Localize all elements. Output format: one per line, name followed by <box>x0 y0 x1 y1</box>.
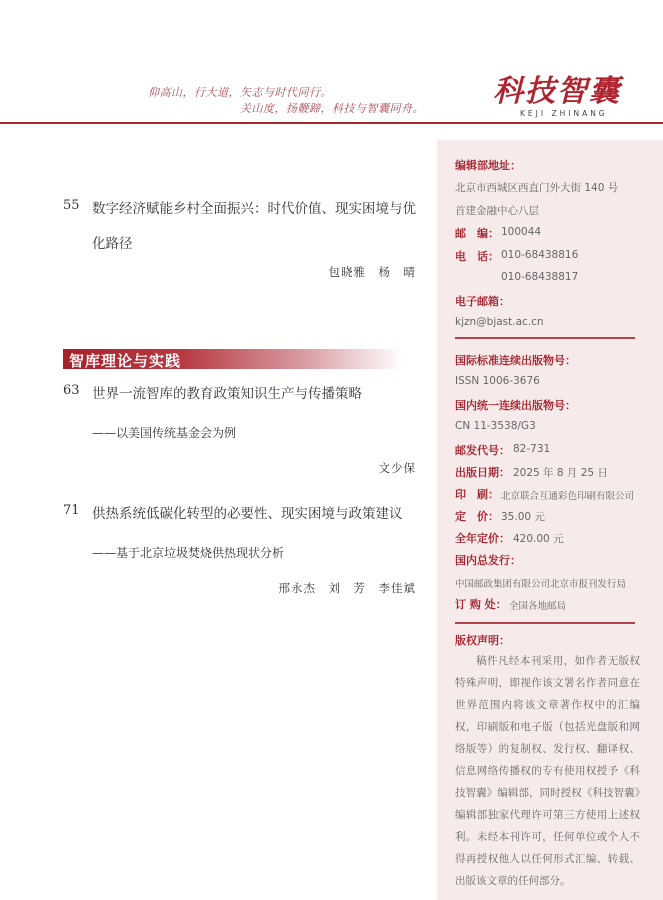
distributor-label: 国内总发行： <box>455 554 521 567</box>
section-header-bar <box>63 349 403 369</box>
phone-1: 010-68438816 <box>501 249 579 261</box>
postcode-label: 邮 编： <box>455 227 499 240</box>
sidebar-divider <box>455 337 635 339</box>
postal-code-value: 82-731 <box>513 443 551 455</box>
slogan-line-2: 关山度，扬鞭蹄，科技与智囊同舟。 <box>240 102 424 115</box>
phone-2: 010-68438817 <box>501 271 579 283</box>
journal-logo: 科技智囊 <box>493 74 621 109</box>
printer-label: 印 刷： <box>455 488 499 501</box>
price-label: 定 价： <box>455 510 499 523</box>
section-title: 智库理论与实践 <box>69 352 182 370</box>
subscribe-label: 订 购 处： <box>455 598 507 611</box>
annual-price-value: 420.00 元 <box>513 533 564 545</box>
printer-value: 北京联合互通彩色印刷有限公司 <box>501 491 635 502</box>
entry-authors: 文少保 <box>378 461 416 475</box>
page-header <box>0 0 663 125</box>
entry-authors: 邢永杰 刘 芳 李佳斌 <box>278 581 416 595</box>
slogan-line-1: 仰高山，行大道，矢志与时代同行。 <box>148 86 332 99</box>
header-divider <box>0 122 663 124</box>
entry-subtitle: ——以美国传统基金会为例 <box>92 426 237 440</box>
issn-label: 国际标准连续出版物号： <box>455 354 576 367</box>
pub-date-value: 2025 年 8 月 25 日 <box>513 467 608 479</box>
email-value[interactable]: kjzn@bjast.ac.cn <box>455 316 544 328</box>
annual-price-label: 全年定价： <box>455 532 510 545</box>
pub-date-label: 出版日期： <box>455 466 510 479</box>
price-value: 35.00 元 <box>501 511 545 523</box>
entry-title: 世界一流智库的教育政策知识生产与传播策略 <box>92 386 362 402</box>
journal-logo-pinyin: KEJI ZHINANG <box>520 109 608 118</box>
entry-subtitle: ——基于北京垃圾焚烧供热现状分析 <box>92 546 285 560</box>
address-line-1: 北京市西城区西直门外大街 140 号 <box>455 182 619 194</box>
postcode-value: 100044 <box>501 226 542 238</box>
entry-page-number: 55 <box>63 198 80 213</box>
subscribe-value: 全国各地邮局 <box>509 601 567 612</box>
publication-info-sidebar <box>437 140 663 900</box>
address-line-2: 首建金融中心八层 <box>455 205 539 217</box>
postal-code-label: 邮发代号： <box>455 444 510 457</box>
issn-value: ISSN 1006-3676 <box>455 375 540 387</box>
entry-page-number: 63 <box>63 383 80 398</box>
entry-title: 数字经济赋能乡村全面振兴：时代价值、现实困境与优 <box>92 201 416 217</box>
phone-label: 电 话： <box>455 250 499 263</box>
entry-title-continued: 化路径 <box>92 236 133 252</box>
copyright-statement: 稿件凡经本刊采用，如作者无版权特殊声明，即视作该文署名作者同意在世界范围内将该文章著作权中的汇编权，印刷版和电子版（包括光盘版和网络版等）的复制权、发行权、翻译权、信息网络传播权的专有使用权授予《科技智囊》编辑部，同时授权《科技智囊》编辑部独家代理许可第三方使用上述权利。未经本刊许可，任何单位或个人不得再授权他人以任何形式汇编、转载、出版该文章的任何部分。 <box>455 655 640 887</box>
distributor-value: 中国邮政集团有限公司北京市报刊发行局 <box>455 579 627 590</box>
entry-page-number: 71 <box>63 503 80 518</box>
entry-title: 供热系统低碳化转型的必要性、现实困境与政策建议 <box>92 506 403 522</box>
sidebar-divider <box>455 622 635 624</box>
copyright-label: 版权声明： <box>455 634 510 647</box>
editorial-address-label: 编辑部地址： <box>455 159 521 172</box>
cn-label: 国内统一连续出版物号： <box>455 399 576 412</box>
entry-authors: 包晓雅 杨 晴 <box>328 265 416 279</box>
email-label: 电子邮箱： <box>455 295 510 308</box>
cn-value: CN 11-3538/G3 <box>455 420 536 432</box>
